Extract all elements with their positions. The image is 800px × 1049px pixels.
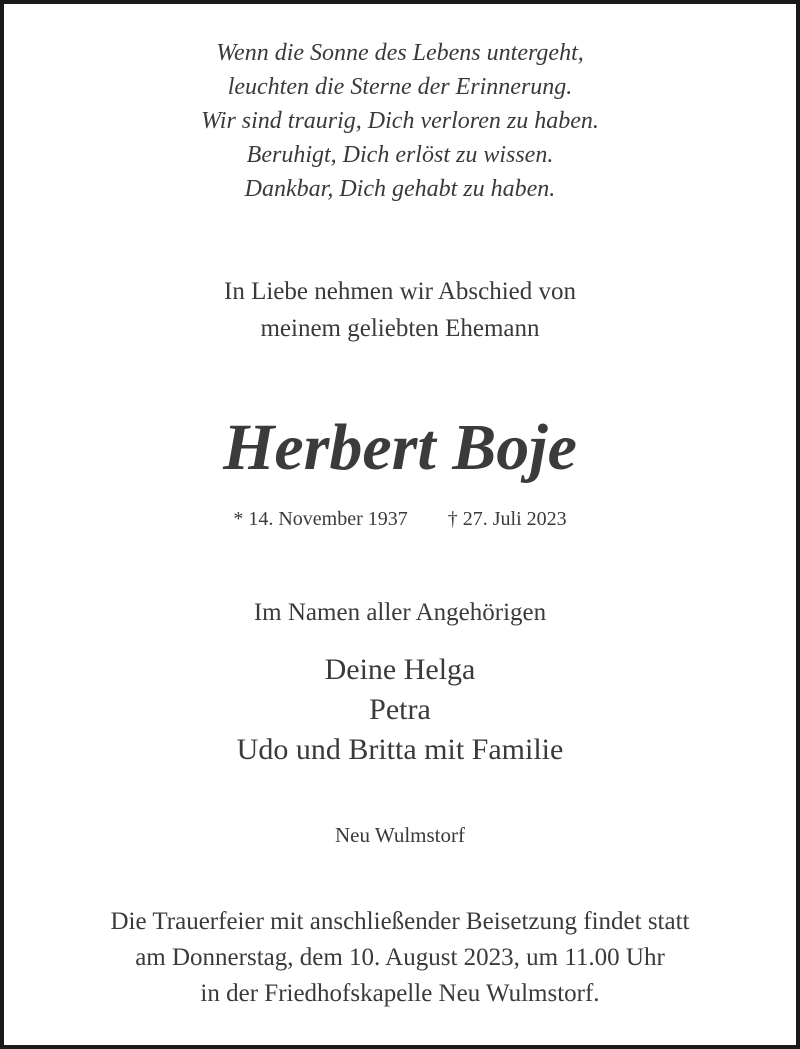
ceremony-line: in der Friedhofskapelle Neu Wulmstorf.	[200, 980, 600, 1007]
ceremony-line: am Donnerstag, dem 10. August 2023, um 11.00 Uhr	[135, 944, 665, 971]
farewell-intro	[0, 273, 800, 347]
poem-line: Wir sind traurig, Dich verloren zu haben.	[201, 108, 599, 134]
ceremony-line: Die Trauerfeier mit anschließender Beisetzung findet statt	[110, 908, 690, 935]
poem-line: leuchten die Sterne der Erinnerung.	[227, 74, 573, 100]
relatives-intro: Im Namen aller Angehörigen	[253, 599, 547, 626]
deceased-name: Herbert Boje	[223, 411, 577, 484]
intro-line: In Liebe nehmen wir Abschied von	[224, 278, 576, 305]
intro-line: meinem geliebten Ehemann	[260, 315, 540, 342]
relative-name: Udo und Britta mit Familie	[236, 733, 564, 766]
relative-name: Petra	[369, 693, 431, 726]
ceremony-info	[0, 904, 800, 1012]
relatives-list	[0, 650, 800, 770]
birth-date: * 14. November 1937	[233, 508, 408, 530]
poem-line: Beruhigt, Dich erlöst zu wissen.	[246, 142, 554, 168]
poem	[0, 36, 800, 206]
life-dates	[0, 506, 800, 532]
relative-name: Deine Helga	[324, 653, 476, 686]
place: Neu Wulmstorf	[335, 823, 465, 847]
poem-line: Wenn die Sonne des Lebens untergeht,	[216, 40, 584, 66]
death-date: † 27. Juli 2023	[447, 508, 567, 530]
poem-line: Dankbar, Dich gehabt zu haben.	[244, 176, 556, 202]
